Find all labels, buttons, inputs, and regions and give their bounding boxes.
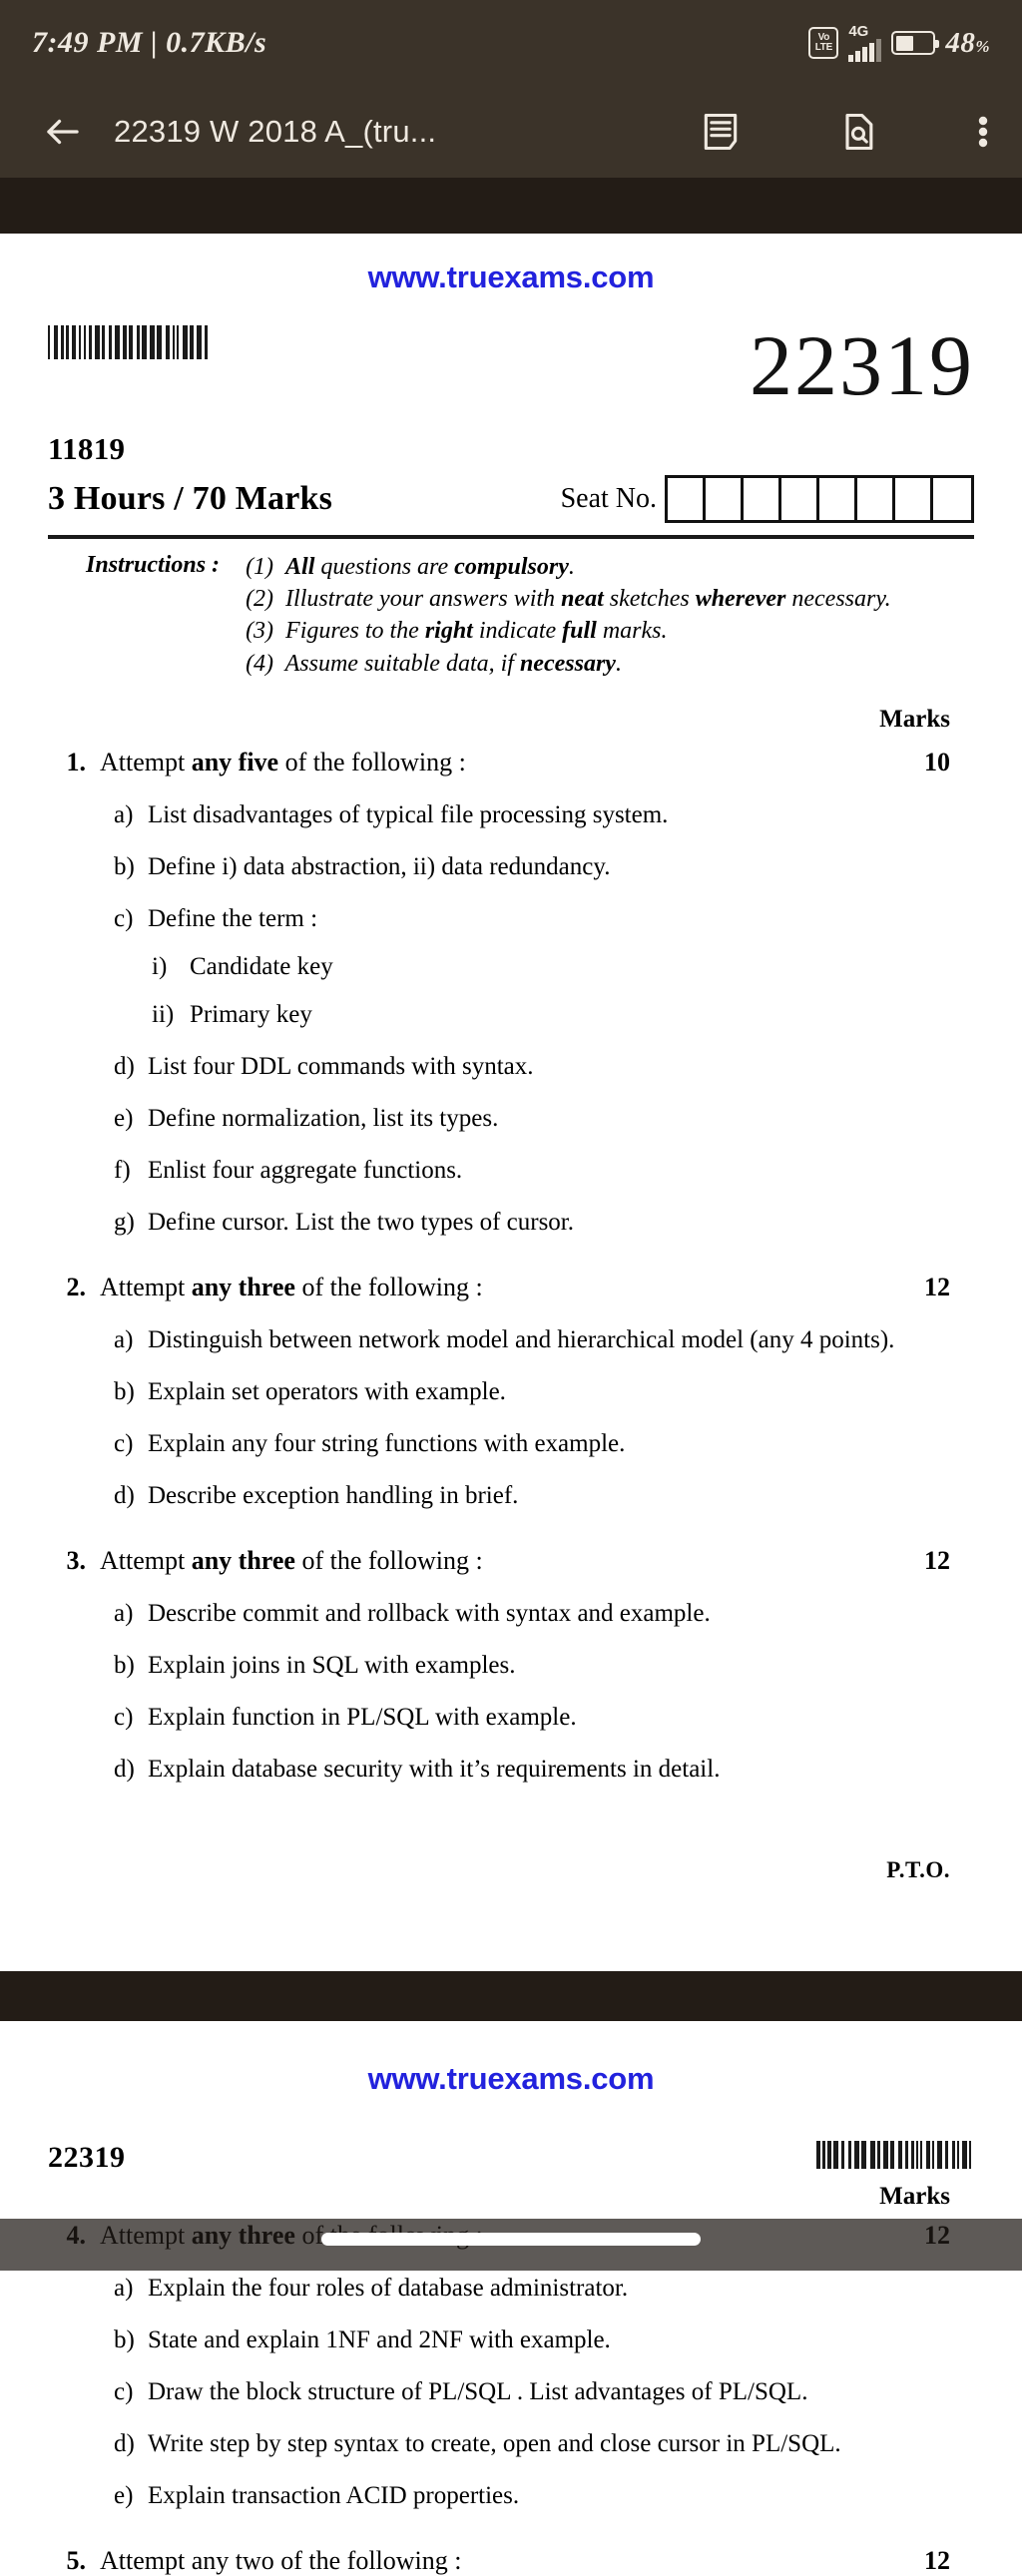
home-indicator[interactable] bbox=[321, 2233, 701, 2246]
document-page-1 bbox=[0, 234, 1022, 1883]
question-marks: 12 bbox=[924, 1273, 950, 1302]
sub-question-text: Define normalization, list its types. bbox=[148, 1105, 499, 1133]
barcode-page-1 bbox=[48, 325, 210, 359]
sub-question-row bbox=[48, 1053, 974, 1081]
sub-question-row bbox=[48, 1430, 974, 1458]
question-number: 1. bbox=[66, 748, 86, 777]
question-marks: 12 bbox=[924, 2546, 950, 2576]
page-gap-top bbox=[0, 178, 1022, 234]
overflow-menu-icon[interactable] bbox=[974, 110, 992, 154]
system-navigation-bar bbox=[0, 2219, 1022, 2271]
sub-sub-question-row bbox=[48, 1001, 974, 1029]
sub-question-text: Draw the block structure of PL/SQL . List advantages of PL/SQL. bbox=[148, 2378, 808, 2406]
sub-question-key: a) bbox=[114, 801, 134, 829]
sub-sub-question-key: ii) bbox=[152, 1001, 175, 1029]
instruction-item bbox=[246, 648, 891, 680]
status-indicators bbox=[808, 24, 990, 62]
instruction-text: Illustrate your answers with neat sketches wherever necessary. bbox=[285, 586, 891, 613]
back-arrow-icon[interactable] bbox=[42, 111, 84, 153]
instruction-item bbox=[246, 583, 891, 615]
instruction-number: (3) bbox=[246, 618, 274, 645]
questions-page-2 bbox=[48, 2221, 974, 2576]
sub-question-text: Explain set operators with example. bbox=[148, 1378, 506, 1406]
sub-sub-question-row bbox=[48, 953, 974, 981]
sub-sub-question-key: i) bbox=[152, 953, 168, 981]
header-divider bbox=[48, 535, 974, 539]
sub-question-row bbox=[48, 2430, 974, 2458]
sub-question-text: Explain the four roles of database administrator. bbox=[148, 2275, 629, 2303]
watermark-page-2: www.truexams.com bbox=[367, 2061, 655, 2097]
sub-question-text: Write step by step syntax to create, open and close cursor in PL/SQL. bbox=[148, 2430, 841, 2458]
app-bar bbox=[0, 86, 1022, 178]
volte-icon-bottom: LTE bbox=[814, 42, 832, 53]
sub-question-key: c) bbox=[114, 1704, 134, 1732]
sub-question-row bbox=[48, 1600, 974, 1628]
sub-question-text: Define i) data abstraction, ii) data redundancy. bbox=[148, 853, 611, 881]
watermark-page-1: www.truexams.com bbox=[367, 259, 655, 294]
status-time-and-speed: 7:49 PM | 0.7KB/s bbox=[32, 26, 267, 59]
sub-question-key: c) bbox=[114, 905, 134, 933]
battery-percent-value: 48 bbox=[945, 26, 976, 59]
sub-question-text: State and explain 1NF and 2NF with example. bbox=[148, 2326, 611, 2354]
duration-and-marks: 3 Hours / 70 Marks bbox=[48, 479, 333, 517]
question-marks: 10 bbox=[924, 748, 950, 777]
sub-question-row bbox=[48, 1482, 974, 1510]
instruction-number: (2) bbox=[246, 586, 274, 613]
sub-question-key: d) bbox=[114, 1756, 135, 1784]
status-bar bbox=[0, 0, 1022, 86]
question-text: Attempt any three of the following : bbox=[100, 1273, 483, 1302]
sub-question-row bbox=[48, 905, 974, 933]
instruction-text: Assume suitable data, if necessary. bbox=[284, 650, 622, 677]
sub-question-row bbox=[48, 801, 974, 829]
question-row bbox=[48, 1546, 974, 1576]
sub-question-row bbox=[48, 1326, 974, 1354]
sub-question-row bbox=[48, 1704, 974, 1732]
sub-question-text: Define the term : bbox=[148, 905, 318, 933]
network-type-label: 4G bbox=[848, 23, 869, 40]
question-row bbox=[48, 1273, 974, 1302]
instruction-item bbox=[246, 551, 891, 583]
sub-question-text: Explain transaction ACID properties. bbox=[148, 2482, 520, 2510]
seat-number-label: Seat No. bbox=[560, 482, 657, 514]
document-outline-icon[interactable] bbox=[699, 110, 743, 154]
question-row bbox=[48, 748, 974, 777]
signal-icon bbox=[848, 24, 881, 62]
sub-question-key: g) bbox=[114, 1209, 135, 1237]
page-gap-middle bbox=[0, 1971, 1022, 2021]
sub-question-key: b) bbox=[114, 1652, 135, 1680]
subject-code: 11819 bbox=[48, 430, 126, 466]
question-number: 5. bbox=[66, 2546, 86, 2576]
signal-bars-icon bbox=[848, 40, 881, 62]
sub-question-text: List disadvantages of typical file processing system. bbox=[148, 801, 669, 829]
seat-number-field[interactable] bbox=[561, 475, 974, 523]
sub-sub-question-text: Candidate key bbox=[190, 953, 333, 981]
instruction-item bbox=[246, 615, 891, 647]
volte-icon bbox=[808, 27, 838, 59]
sub-question-text: Explain any four string functions with example. bbox=[148, 1430, 626, 1458]
sub-question-row bbox=[48, 1209, 974, 1237]
question-text: Attempt any five of the following : bbox=[100, 748, 466, 777]
sub-question-row bbox=[48, 853, 974, 881]
question-number: 3. bbox=[66, 1546, 86, 1576]
battery-percent-symbol: % bbox=[975, 36, 990, 56]
sub-question-text: Explain database security with it’s requirements in detail. bbox=[148, 1756, 721, 1784]
sub-question-row bbox=[48, 2275, 974, 2303]
sub-question-key: b) bbox=[114, 853, 135, 881]
sub-question-row bbox=[48, 1756, 974, 1784]
question-text: Attempt any three of the following : bbox=[100, 1546, 483, 1576]
document-search-icon[interactable] bbox=[836, 110, 880, 154]
sub-sub-question-text: Primary key bbox=[190, 1001, 312, 1029]
sub-question-text: Distinguish between network model and hierarchical model (any 4 points). bbox=[148, 1326, 895, 1354]
sub-question-row bbox=[48, 2482, 974, 2510]
question-number: 2. bbox=[66, 1273, 86, 1302]
sub-question-row bbox=[48, 1105, 974, 1133]
marks-column-header-page-2: Marks bbox=[879, 2183, 950, 2211]
questions-page-1 bbox=[48, 748, 974, 1784]
sub-question-row bbox=[48, 2378, 974, 2406]
sub-question-text: Enlist four aggregate functions. bbox=[148, 1157, 463, 1185]
sub-question-key: a) bbox=[114, 1326, 134, 1354]
sub-question-key: d) bbox=[114, 1053, 135, 1081]
sub-question-key: d) bbox=[114, 1482, 135, 1510]
sub-question-key: a) bbox=[114, 2275, 134, 2303]
instructions-list bbox=[246, 551, 891, 681]
paper-code-page-1: 22319 bbox=[750, 317, 974, 413]
sub-question-text: Describe exception handling in brief. bbox=[148, 1482, 519, 1510]
sub-question-row bbox=[48, 1652, 974, 1680]
sub-question-key: a) bbox=[114, 1600, 134, 1628]
sub-question-text: Explain function in PL/SQL with example. bbox=[148, 1704, 577, 1732]
document-title: 22319 W 2018 A_(tru... bbox=[114, 114, 437, 149]
instruction-text: All questions are compulsory. bbox=[285, 553, 575, 580]
pto-label: P.T.O. bbox=[886, 1857, 950, 1883]
sub-question-key: e) bbox=[114, 2482, 134, 2510]
sub-question-text: Describe commit and rollback with syntax and example. bbox=[148, 1600, 711, 1628]
sub-question-text: Explain joins in SQL with examples. bbox=[148, 1652, 516, 1680]
sub-question-row bbox=[48, 1378, 974, 1406]
instruction-text: Figures to the right indicate full marks. bbox=[285, 618, 668, 645]
seat-number-boxes[interactable] bbox=[665, 475, 974, 523]
barcode-page-2 bbox=[816, 2141, 974, 2169]
volte-icon-top: Vo bbox=[817, 32, 830, 43]
paper-code-page-2: 22319 bbox=[48, 2141, 126, 2175]
instruction-number: (4) bbox=[246, 650, 274, 677]
sub-question-row bbox=[48, 2326, 974, 2354]
sub-question-key: d) bbox=[114, 2430, 135, 2458]
sub-question-text: Define cursor. List the two types of cursor. bbox=[148, 1209, 574, 1237]
instructions-block bbox=[48, 551, 974, 681]
instruction-number: (1) bbox=[246, 553, 274, 580]
sub-question-key: e) bbox=[114, 1105, 134, 1133]
sub-question-key: b) bbox=[114, 2326, 135, 2354]
sub-question-text: List four DDL commands with syntax. bbox=[148, 1053, 534, 1081]
sub-question-key: b) bbox=[114, 1378, 135, 1406]
question-marks: 12 bbox=[924, 1546, 950, 1576]
instructions-label: Instructions : bbox=[86, 551, 221, 578]
marks-column-header-page-1: Marks bbox=[879, 706, 950, 734]
question-row bbox=[48, 2546, 974, 2576]
battery-percent-label bbox=[945, 27, 990, 60]
sub-question-key: c) bbox=[114, 2378, 134, 2406]
battery-icon bbox=[891, 31, 935, 55]
sub-question-key: f) bbox=[114, 1157, 131, 1185]
sub-question-row bbox=[48, 1157, 974, 1185]
question-text: Attempt any two of the following : bbox=[100, 2546, 462, 2576]
sub-question-key: c) bbox=[114, 1430, 134, 1458]
document-page-2 bbox=[0, 2021, 1022, 2576]
